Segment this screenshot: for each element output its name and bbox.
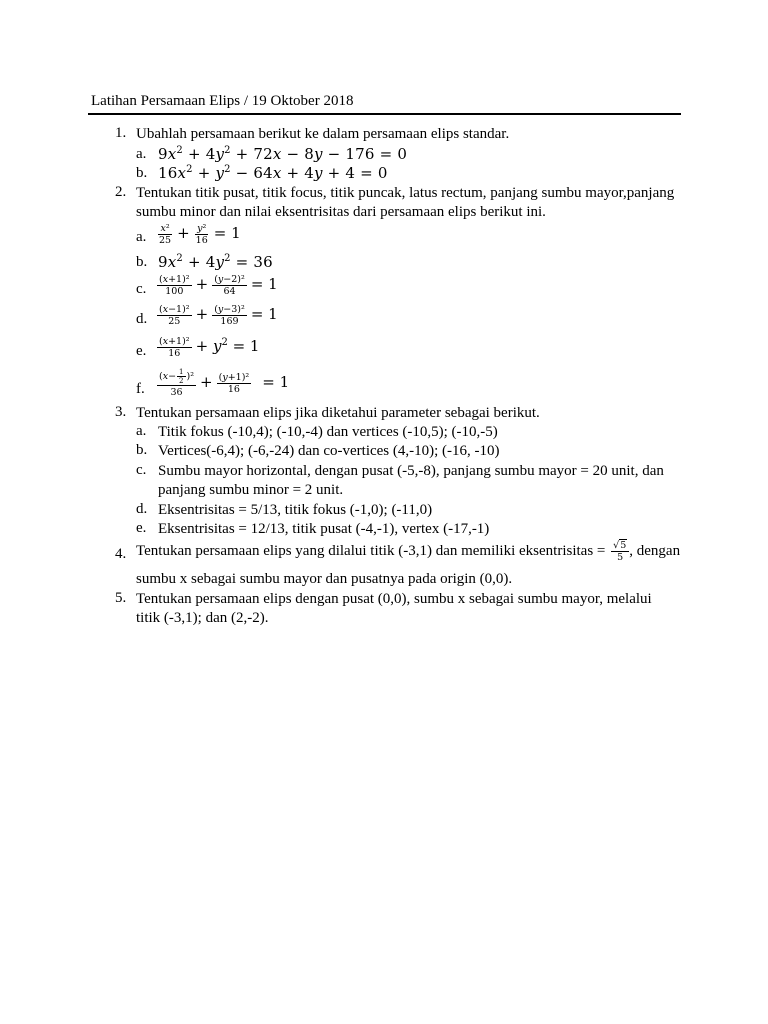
q2c-label: c. (136, 281, 147, 297)
header-rule (88, 113, 681, 115)
q1a-equation: $9x^2 + 4y^2 + 72x - 8y - 176 = 0$ (158, 145, 408, 163)
q2b-label: b. (136, 254, 148, 270)
q3c-label: c. (136, 462, 147, 478)
q3-text: Tentukan persamaan elips jika diketahui parameter sebagai berikut. (136, 405, 540, 421)
q2e-label: e. (136, 343, 147, 359)
q2f-label: f. (136, 381, 145, 397)
q2a-equation: $\frac{\text{x²}}{25}$ + $\frac{\text{y²}}{16}$ = 1 (159, 223, 241, 246)
q4-text-line1 (136, 540, 680, 563)
q3a-text: Titik fokus (-10,4); (-10,-4) dan vertices (-10,5); (-10,-5) (158, 424, 498, 440)
q3d-label: d. (136, 501, 148, 517)
q1-number: 1. (115, 125, 127, 141)
q5-text-line2: titik (-3,1); dan (2,-2). (136, 610, 269, 626)
q2f-equation: (x− $\frac{1}{2}$ )² 36 + $\frac{\text{(y+1)²}}{16}$ = 1 (159, 368, 290, 398)
document-title: Latihan Persamaan Elips / 19 Oktober 2018 (91, 93, 354, 109)
q3e-label: e. (136, 520, 147, 536)
q1a-label: a. (136, 146, 147, 162)
q3e-text: Eksentrisitas = 12/13, titik pusat (-4,-1), vertex (-17,-1) (158, 521, 490, 537)
q5-number: 5. (115, 590, 127, 606)
q3a-label: a. (136, 423, 147, 439)
q3c-text-line1: Sumbu mayor horizontal, dengan pusat (-5,-8), panjang sumbu mayor = 20 unit, dan (158, 463, 664, 479)
q2e-equation: $\frac{\text{(x+1)²}}{16}$ + $y^2 = 1$ (159, 336, 260, 359)
q1b-equation: $16x^2 + y^2 - 64x + 4y + 4 = 0$ (158, 164, 388, 182)
q2b-equation: $9x^2 + 4y^2 = 36$ (158, 253, 273, 271)
q2-text-line2: sumbu minor dan nilai eksentrisitas dari persamaan elips berikut ini. (136, 204, 546, 220)
q3b-text: Vertices(-6,4); (-6,-24) dan co-vertices (4,-10); (-16, -10) (158, 443, 500, 459)
q2a-label: a. (136, 229, 147, 245)
q3c-text-line2: panjang sumbu minor = 2 unit. (158, 482, 344, 498)
q2c-equation: $\frac{\text{(x+1)²}}{100}$ + $\frac{\text{(y−2)²}}{64}$ = 1 (159, 274, 278, 297)
q4-number: 4. (115, 546, 127, 562)
eccentricity-fraction: $\frac{√5}{5}$ (611, 540, 629, 563)
q2d-label: d. (136, 311, 148, 327)
q2d-equation: $\frac{\text{(x−1)²}}{25}$ + $\frac{\text{(y−3)²}}{169}$ = 1 (159, 304, 278, 327)
q2-text-line1: Tentukan titik pusat, titik focus, titik puncak, latus rectum, panjang sumbu mayor,panjang (136, 185, 675, 201)
q3b-label: b. (136, 442, 148, 458)
q4-text-line1a: Tentukan persamaan elips yang dilalui titik (-3,1) dan memiliki eksentrisitas = (136, 542, 606, 559)
q5-text-line1: Tentukan persamaan elips dengan pusat (0,0), sumbu x sebagai sumbu mayor, melalui (136, 591, 652, 607)
q1b-label: b. (136, 165, 148, 181)
q1-text: Ubahlah persamaan berikut ke dalam persamaan elips standar. (136, 126, 510, 142)
q3-number: 3. (115, 404, 127, 420)
q4-text-line1b: , dengan (629, 542, 681, 559)
q2-number: 2. (115, 184, 127, 200)
q4-text-line2: sumbu x sebagai sumbu mayor dan pusatnya pada origin (0,0). (136, 571, 513, 587)
q3d-text: Eksentrisitas = 5/13, titik fokus (-1,0); (-11,0) (158, 502, 433, 518)
